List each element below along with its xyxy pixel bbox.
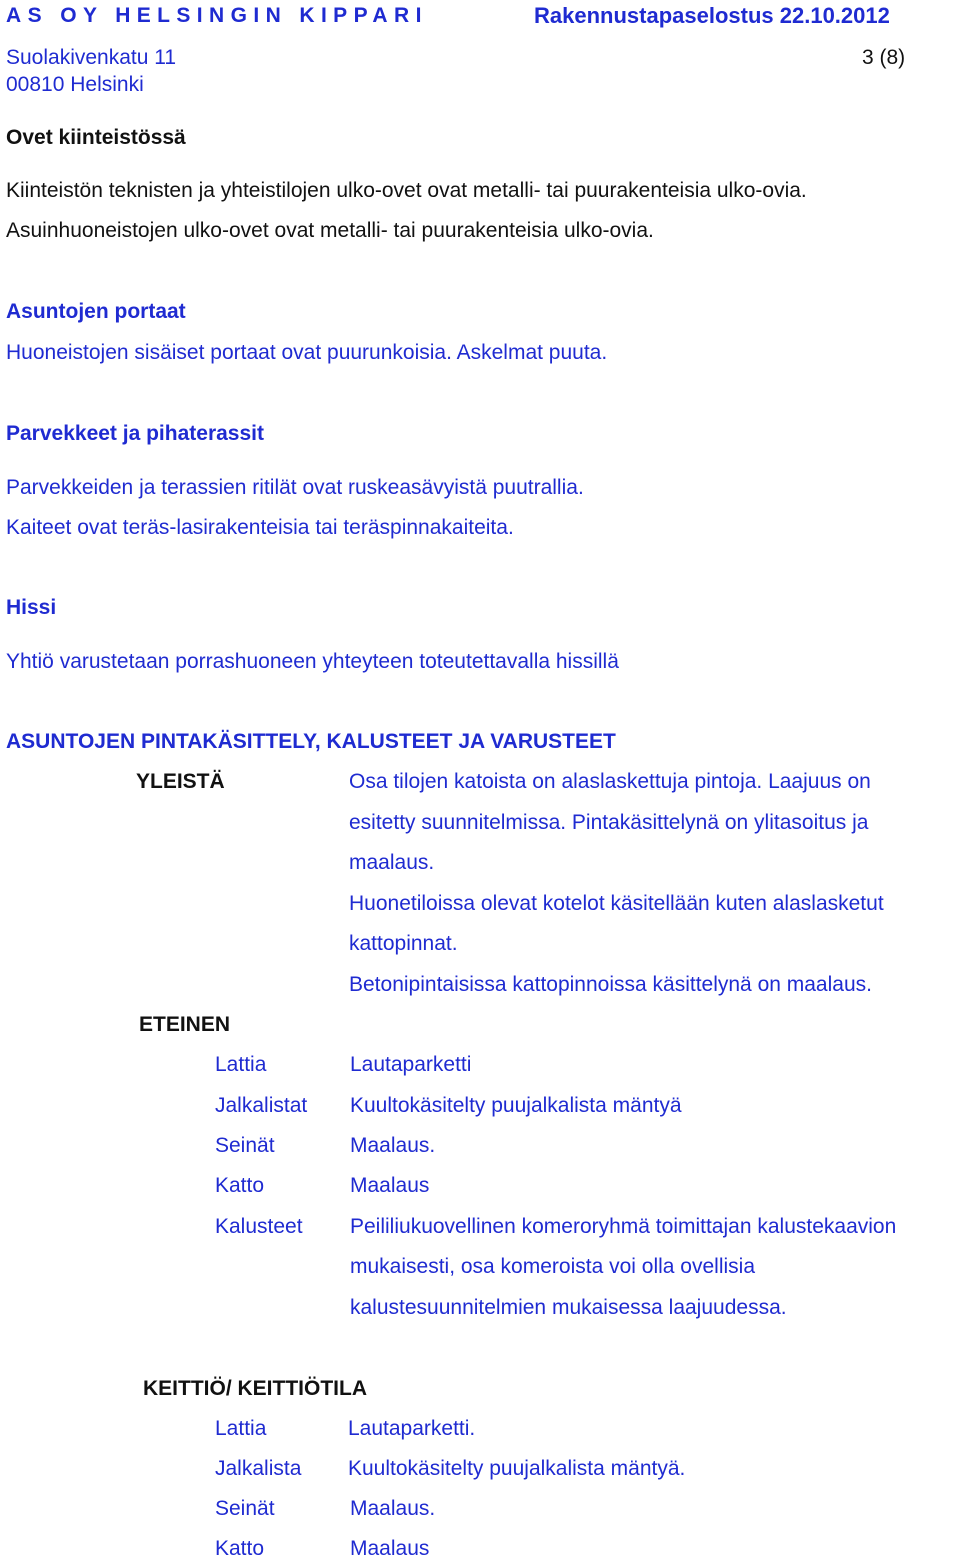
hall-row-value: Kuultokäsitelty puujalkalista mäntyä (350, 1094, 682, 1117)
hall-row-value: Lautaparketti (350, 1053, 472, 1076)
stairs-heading: Asuntojen portaat (6, 300, 186, 323)
kitchen-label: KEITTIÖ/ KEITTIÖTILA (143, 1377, 367, 1400)
general-label: YLEISTÄ (136, 770, 225, 793)
document-title: Rakennustapaselostus 22.10.2012 (534, 3, 890, 28)
general-text-line: Huonetiloissa olevat kotelot käsitellään kuten alaslasketut (349, 892, 884, 915)
general-text-line: maalaus. (349, 851, 435, 874)
balconies-text-line: Kaiteet ovat teräs-lasirakenteisia tai teräspinnakaiteita. (6, 516, 514, 539)
kitchen-row-key: Katto (215, 1537, 265, 1560)
kitchen-row-key: Seinät (215, 1497, 275, 1520)
page-number: 3 (8) (862, 46, 906, 69)
general-text-line: Osa tilojen katoista on alaslaskettuja pintoja. Laajuus on (349, 770, 871, 793)
hall-label: ETEINEN (139, 1013, 231, 1036)
kitchen-row-value: Maalaus. (350, 1497, 436, 1520)
hall-row-value: kalustesuunnitelmien mukaisessa laajuudessa. (350, 1296, 787, 1319)
hall-row-value: Maalaus (350, 1174, 430, 1197)
balconies-heading: Parvekkeet ja pihaterassit (6, 422, 264, 445)
address-street: Suolakivenkatu 11 (6, 46, 177, 69)
hall-row-value: Maalaus. (350, 1134, 436, 1157)
address-city: 00810 Helsinki (6, 73, 144, 96)
kitchen-row-value: Kuultokäsitelty puujalkalista mäntyä. (348, 1457, 686, 1480)
hall-row-value: mukaisesti, osa komeroista voi olla ovellisia (350, 1255, 755, 1278)
general-text-line: Betonipintaisissa kattopinnoissa käsittelynä on maalaus. (349, 973, 872, 996)
kitchen-row-value: Maalaus (350, 1537, 430, 1560)
elevator-text-line: Yhtiö varustetaan porrashuoneen yhteyteen toteutettavalla hissillä (6, 650, 619, 673)
elevator-heading: Hissi (6, 596, 57, 619)
doors-text-line: Asuinhuoneistojen ulko-ovet ovat metalli- tai puurakenteisia ulko-ovia. (6, 219, 654, 242)
doors-heading: Ovet kiinteistössä (6, 126, 186, 149)
stairs-text-line: Huoneistojen sisäiset portaat ovat puurunkoisia. Askelmat puuta. (6, 341, 608, 364)
company-name: AS OY HELSINGIN KIPPARI (6, 4, 428, 27)
kitchen-row-key: Lattia (215, 1417, 267, 1440)
general-text-line: kattopinnat. (349, 932, 458, 955)
kitchen-row-key: Jalkalista (215, 1457, 302, 1480)
hall-row-key: Jalkalistat (215, 1094, 308, 1117)
kitchen-row-value: Lautaparketti. (348, 1417, 476, 1440)
doors-text-line: Kiinteistön teknisten ja yhteistilojen ulko-ovet ovat metalli- tai puurakenteisia ulko-ovia. (6, 179, 807, 202)
finishes-heading: ASUNTOJEN PINTAKÄSITTELY, KALUSTEET JA VARUSTEET (6, 730, 616, 753)
hall-row-value: Peililiukuovellinen komeroryhmä toimittajan kalustekaavion (350, 1215, 897, 1238)
hall-row-key: Lattia (215, 1053, 267, 1076)
hall-row-key: Kalusteet (215, 1215, 303, 1238)
hall-row-key: Katto (215, 1174, 265, 1197)
balconies-text-line: Parvekkeiden ja terassien ritilät ovat ruskeasävyistä puutrallia. (6, 476, 584, 499)
general-text-line: esitetty suunnitelmissa. Pintakäsittelynä on ylitasoitus ja (349, 811, 869, 834)
hall-row-key: Seinät (215, 1134, 275, 1157)
